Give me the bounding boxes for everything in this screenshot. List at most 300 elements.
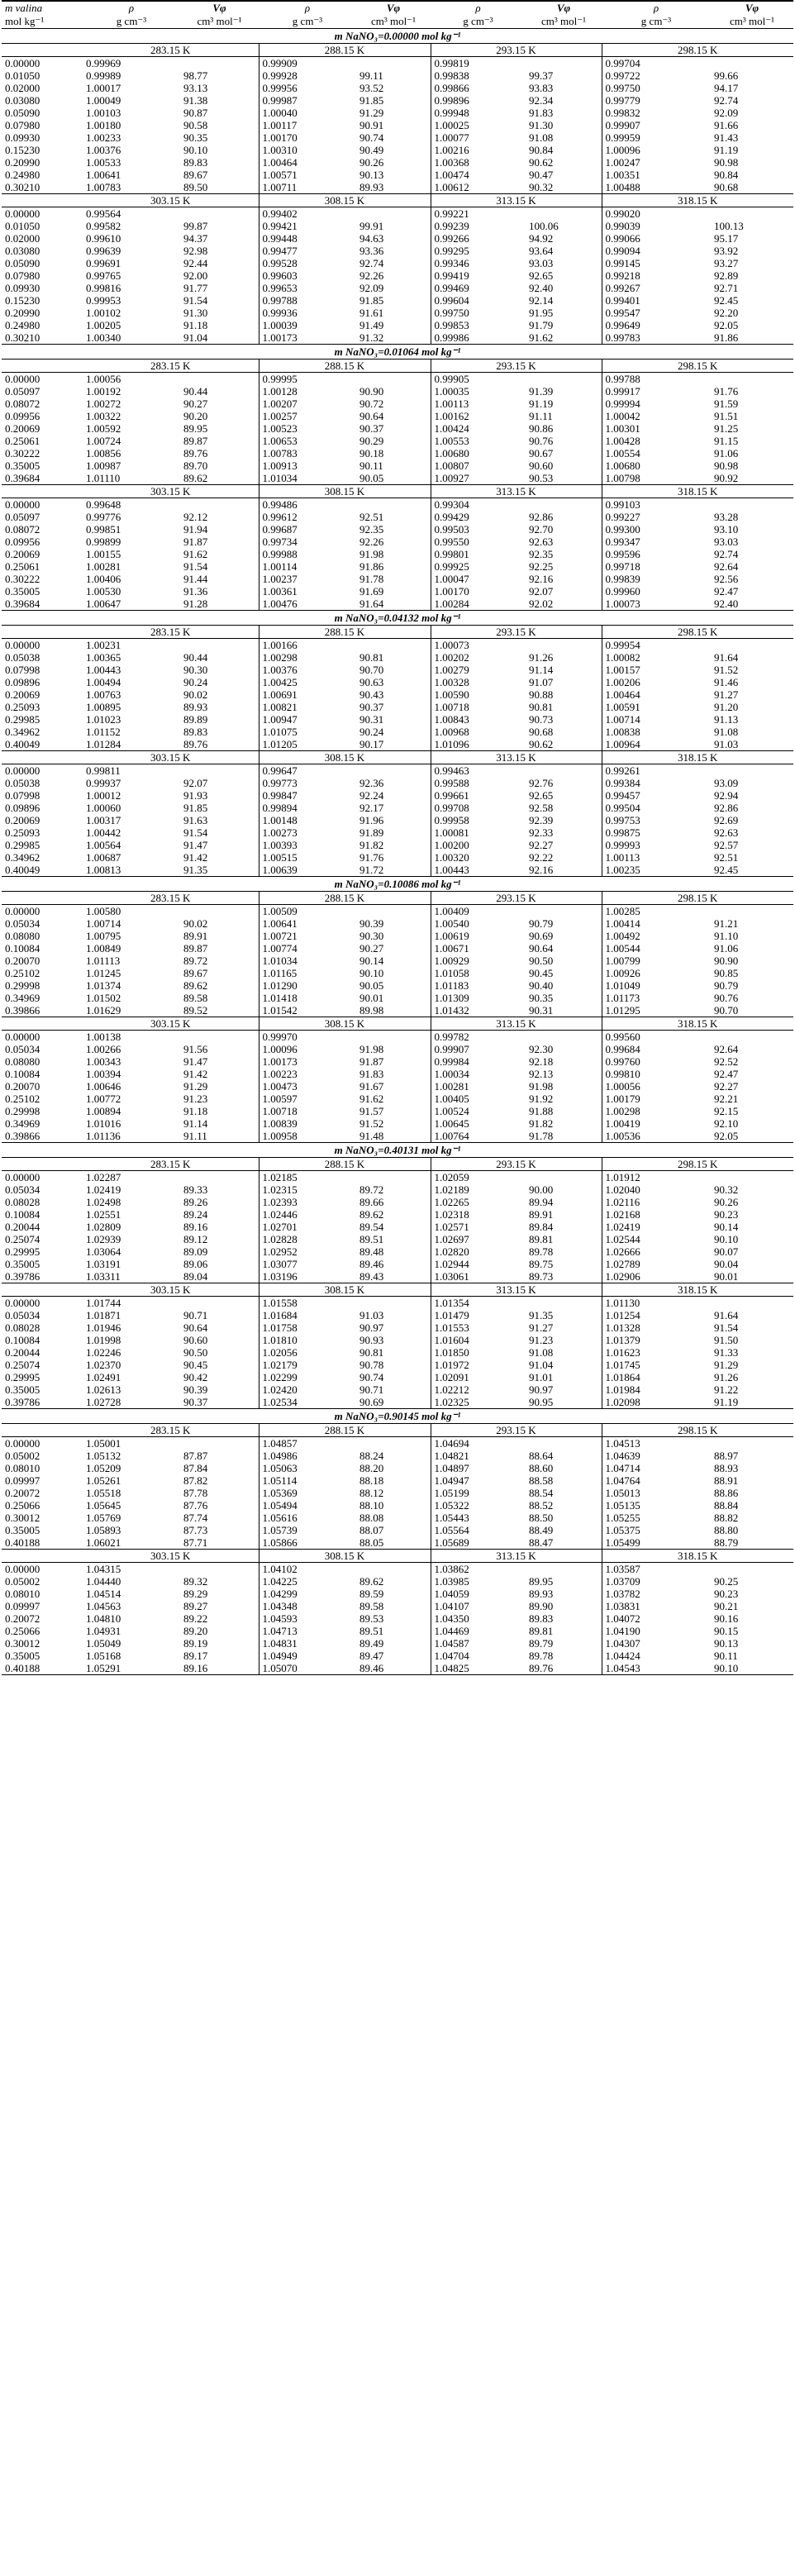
- density-cell: 1.00687: [86, 851, 121, 864]
- density-cell: 1.02534: [259, 1396, 356, 1409]
- apparent-volume-cell: 91.30: [529, 119, 554, 131]
- density-cell: 1.01354: [431, 1297, 526, 1310]
- density-cell: 1.02246: [86, 1346, 121, 1359]
- temperature-label: 303.15 K: [83, 1283, 259, 1297]
- density-cell: 1.02809: [86, 1221, 121, 1233]
- table-row: [2, 1117, 793, 1130]
- apparent-volume-cell: 91.28: [180, 598, 259, 611]
- apparent-volume-cell: 91.19: [711, 1396, 793, 1409]
- apparent-volume-cell: 92.22: [529, 851, 554, 864]
- apparent-volume-cell: 92.12: [183, 511, 208, 523]
- density-cell: 1.00012: [86, 789, 121, 802]
- density-cell: 1.00927: [431, 472, 526, 485]
- apparent-volume-cell: [180, 1437, 259, 1450]
- table-row: [2, 511, 793, 523]
- density-cell: 1.00799: [602, 955, 711, 967]
- density-cell: 1.00285: [602, 905, 711, 918]
- apparent-volume-cell: [180, 373, 259, 386]
- apparent-volume-cell: [526, 207, 602, 221]
- density-cell: 0.99448: [259, 232, 356, 245]
- header-rho: ρ: [602, 1, 711, 15]
- apparent-volume-cell: 93.03: [529, 257, 554, 269]
- temperature-row: [2, 626, 793, 639]
- apparent-volume-cell: 90.37: [359, 422, 384, 435]
- apparent-volume-cell: 88.58: [529, 1474, 554, 1487]
- temperature-row: [2, 485, 793, 498]
- apparent-volume-cell: 88.64: [529, 1450, 554, 1462]
- density-cell: 0.99145: [602, 257, 711, 269]
- apparent-volume-cell: 90.81: [529, 701, 554, 713]
- density-cell: 1.00207: [259, 398, 356, 410]
- apparent-volume-cell: 91.04: [180, 331, 259, 345]
- density-cell: 1.00821: [259, 701, 356, 713]
- density-cell: 1.01871: [86, 1309, 121, 1321]
- table-row: [2, 1130, 793, 1143]
- apparent-volume-cell: 91.35: [529, 1309, 554, 1321]
- apparent-volume-cell: [180, 1563, 259, 1576]
- apparent-volume-cell: 89.06: [183, 1258, 208, 1270]
- density-cell: 1.00474: [431, 169, 526, 181]
- apparent-volume-cell: 93.92: [714, 245, 739, 257]
- apparent-volume-cell: 91.32: [356, 331, 431, 345]
- apparent-volume-cell: 92.18: [529, 1055, 554, 1068]
- apparent-volume-cell: 92.74: [714, 548, 739, 560]
- apparent-volume-cell: 94.63: [359, 232, 384, 245]
- table-row: [2, 1334, 793, 1346]
- temperature-spacer: [2, 485, 83, 498]
- apparent-volume-cell: 89.12: [183, 1233, 208, 1245]
- table-row: [2, 319, 793, 331]
- apparent-volume-cell: 91.29: [359, 107, 384, 119]
- table-row: [2, 1183, 793, 1196]
- density-cell: 0.99503: [431, 523, 526, 536]
- density-cell: 1.02697: [431, 1233, 526, 1245]
- density-cell: 1.00843: [431, 713, 526, 726]
- molality-cell: 0.09997: [5, 1600, 40, 1612]
- apparent-volume-cell: [711, 905, 793, 918]
- density-cell: 1.01016: [86, 1117, 121, 1130]
- density-cell: 1.00464: [259, 156, 356, 169]
- density-cell: 1.00947: [259, 713, 356, 726]
- apparent-volume-cell: 90.62: [529, 156, 554, 169]
- density-cell: 1.02325: [431, 1396, 526, 1409]
- density-cell: 1.00442: [86, 826, 121, 839]
- temperature-label: 293.15 K: [431, 359, 602, 373]
- density-cell: 1.00591: [602, 701, 711, 713]
- molality-cell: 0.20044: [5, 1221, 40, 1233]
- density-cell: 1.00157: [602, 664, 711, 676]
- temperature-label: 318.15 K: [602, 1283, 793, 1297]
- apparent-volume-cell: 89.16: [183, 1221, 208, 1233]
- density-cell: 1.01912: [602, 1171, 711, 1184]
- apparent-volume-cell: 88.84: [714, 1499, 739, 1512]
- table-row: [2, 1309, 793, 1321]
- density-cell: 0.99838: [431, 69, 526, 82]
- density-cell: 0.99959: [602, 131, 711, 144]
- density-cell: 1.05209: [86, 1462, 121, 1474]
- density-cell: 0.99989: [86, 69, 121, 82]
- apparent-volume-cell: 92.14: [529, 294, 554, 307]
- apparent-volume-cell: [526, 1297, 602, 1310]
- apparent-volume-cell: 91.47: [183, 1055, 208, 1068]
- density-cell: 1.02544: [602, 1233, 711, 1245]
- table-row: [2, 472, 793, 485]
- temperature-label: 298.15 K: [602, 1424, 793, 1437]
- table-row: [2, 560, 793, 573]
- density-cell: 1.00856: [86, 447, 121, 459]
- apparent-volume-cell: [356, 1171, 431, 1184]
- table-row: [2, 1662, 793, 1675]
- molality-cell: 0.01050: [5, 69, 40, 82]
- molality-cell: 0.05038: [5, 777, 40, 789]
- density-cell: 1.00114: [259, 560, 356, 573]
- apparent-volume-cell: 89.20: [183, 1625, 208, 1637]
- density-cell: 0.99909: [259, 57, 356, 70]
- apparent-volume-cell: 92.33: [529, 826, 554, 839]
- header-v: Vφ: [356, 1, 431, 15]
- molality-cell: 0.34969: [5, 992, 40, 1004]
- apparent-volume-cell: 91.27: [714, 688, 739, 701]
- apparent-volume-cell: 89.87: [183, 435, 208, 447]
- apparent-volume-cell: 92.34: [529, 94, 554, 107]
- density-cell: 1.00798: [602, 472, 711, 485]
- molality-cell: 0.03080: [5, 245, 40, 257]
- apparent-volume-cell: 89.76: [183, 447, 208, 459]
- section-title: m NaNO₃=0.01064 mol kg⁻¹: [2, 345, 793, 359]
- apparent-volume-cell: 89.84: [529, 1221, 554, 1233]
- temperature-label: 318.15 K: [602, 1017, 793, 1031]
- density-cell: 1.00926: [602, 967, 711, 979]
- density-cell: 1.01374: [86, 979, 121, 992]
- apparent-volume-cell: 90.11: [359, 459, 383, 472]
- apparent-volume-cell: 89.62: [180, 472, 259, 485]
- density-cell: 1.00077: [431, 131, 526, 144]
- table-row: [2, 1396, 793, 1409]
- apparent-volume-cell: 90.30: [183, 664, 208, 676]
- density-cell: 1.00524: [431, 1105, 526, 1117]
- molality-cell: 0.30012: [5, 1637, 40, 1650]
- density-cell: 1.00301: [602, 422, 711, 435]
- density-cell: 0.99765: [86, 269, 121, 282]
- table-row: [2, 232, 793, 245]
- density-cell: 0.99936: [259, 307, 356, 319]
- header-rho-unit: g cm⁻³: [83, 15, 180, 29]
- density-cell: 0.99987: [259, 94, 356, 107]
- section-header-row: [2, 611, 793, 626]
- molality-cell: 0.10084: [5, 942, 40, 955]
- molality-cell: 0.09930: [5, 131, 40, 144]
- apparent-volume-cell: 91.46: [714, 676, 739, 688]
- apparent-volume-cell: 90.15: [714, 1625, 739, 1637]
- density-cell: 0.99039: [602, 220, 711, 232]
- apparent-volume-cell: 92.52: [714, 1055, 739, 1068]
- apparent-volume-cell: 89.48: [359, 1245, 384, 1258]
- apparent-volume-cell: 90.79: [529, 917, 554, 930]
- density-cell: 1.00376: [259, 664, 356, 676]
- table-row: [2, 269, 793, 282]
- apparent-volume-cell: 88.86: [714, 1487, 739, 1499]
- apparent-volume-cell: 90.74: [359, 131, 384, 144]
- density-cell: 1.04587: [431, 1637, 526, 1650]
- density-cell: 1.02828: [259, 1233, 356, 1245]
- density-cell: 1.01553: [431, 1321, 526, 1334]
- apparent-volume-cell: 89.53: [359, 1612, 384, 1625]
- table-row: [2, 220, 793, 232]
- table-row: [2, 1171, 793, 1184]
- density-cell: 1.00231: [86, 638, 121, 651]
- apparent-volume-cell: 89.09: [183, 1245, 208, 1258]
- density-cell: 0.99528: [259, 257, 356, 269]
- apparent-volume-cell: 91.82: [359, 839, 384, 851]
- density-cell: 1.00060: [86, 802, 121, 814]
- apparent-volume-cell: 89.26: [183, 1196, 208, 1208]
- apparent-volume-cell: 90.07: [714, 1245, 739, 1258]
- apparent-volume-cell: 90.35: [529, 992, 554, 1004]
- apparent-volume-cell: 91.13: [714, 713, 739, 726]
- apparent-volume-cell: 90.00: [529, 1183, 554, 1196]
- apparent-volume-cell: 89.51: [359, 1625, 384, 1637]
- density-cell: 1.05261: [86, 1474, 121, 1487]
- density-cell: 1.04949: [259, 1650, 356, 1662]
- table-row: [2, 459, 793, 472]
- density-cell: 0.99547: [602, 307, 711, 319]
- apparent-volume-cell: 92.20: [714, 307, 739, 319]
- density-cell: 1.04107: [431, 1600, 526, 1612]
- section-header-row: [2, 1143, 793, 1158]
- molality-cell: 0.20072: [5, 1612, 40, 1625]
- density-cell: 1.05866: [259, 1536, 356, 1550]
- density-cell: 1.05013: [602, 1487, 711, 1499]
- molality-cell: 0.20070: [5, 955, 40, 967]
- apparent-volume-cell: 90.44: [183, 385, 208, 398]
- apparent-volume-cell: 89.93: [183, 701, 208, 713]
- table-row: [2, 422, 793, 435]
- apparent-volume-cell: 89.83: [183, 726, 208, 738]
- apparent-volume-cell: 92.30: [529, 1043, 554, 1055]
- density-cell: 0.99753: [602, 814, 711, 826]
- apparent-volume-cell: 90.14: [359, 955, 384, 967]
- apparent-volume-cell: 93.09: [714, 777, 739, 789]
- density-cell: 1.00040: [259, 107, 356, 119]
- density-cell: 1.00247: [602, 156, 711, 169]
- density-cell: 1.03196: [259, 1270, 356, 1283]
- density-cell: 0.99550: [431, 536, 526, 548]
- density-cell: 1.04563: [86, 1600, 121, 1612]
- temperature-label: 318.15 K: [602, 751, 793, 764]
- apparent-volume-cell: 90.01: [711, 1270, 793, 1283]
- apparent-volume-cell: 91.26: [714, 1371, 739, 1383]
- density-cell: 1.02315: [259, 1183, 356, 1196]
- apparent-volume-cell: 91.62: [359, 1093, 384, 1105]
- density-cell: 1.03064: [86, 1245, 121, 1258]
- density-cell: 0.99421: [259, 220, 356, 232]
- header-m-unit: mol kg⁻¹: [2, 15, 83, 29]
- density-cell: 1.02116: [602, 1196, 711, 1208]
- apparent-volume-cell: [711, 373, 793, 386]
- molality-cell: 0.20072: [5, 1487, 40, 1499]
- density-cell: 1.05443: [431, 1512, 526, 1524]
- temperature-spacer: [2, 44, 83, 57]
- apparent-volume-cell: 90.73: [529, 713, 554, 726]
- density-cell: 0.99704: [602, 57, 711, 70]
- molality-cell: 0.05090: [5, 107, 40, 119]
- apparent-volume-cell: 92.26: [359, 536, 384, 548]
- apparent-volume-cell: 92.74: [714, 94, 739, 107]
- density-cell: 1.00795: [86, 930, 121, 942]
- density-cell: 1.00056: [86, 372, 121, 385]
- apparent-volume-cell: 91.51: [714, 410, 739, 422]
- apparent-volume-cell: 90.67: [529, 447, 554, 459]
- density-cell: 1.02728: [83, 1396, 180, 1409]
- temperature-label: 303.15 K: [83, 194, 259, 207]
- density-cell: 1.00964: [602, 738, 711, 751]
- density-cell: 1.00929: [431, 955, 526, 967]
- density-cell: 1.04857: [259, 1437, 356, 1450]
- section-header-row: [2, 29, 793, 44]
- density-cell: 0.99851: [86, 523, 121, 536]
- temperature-spacer: [2, 1017, 83, 1031]
- molality-cell: 0.07998: [5, 664, 40, 676]
- apparent-volume-cell: 90.31: [359, 713, 384, 726]
- molality-cell: 0.29998: [5, 1105, 40, 1117]
- molality-cell: 0.25061: [5, 560, 40, 573]
- density-cell: 0.99894: [259, 802, 356, 814]
- apparent-volume-cell: 90.87: [183, 107, 208, 119]
- density-cell: 1.00425: [259, 676, 356, 688]
- density-cell: 1.04513: [602, 1437, 711, 1450]
- apparent-volume-cell: 92.05: [714, 319, 739, 331]
- apparent-volume-cell: 89.72: [183, 955, 208, 967]
- apparent-volume-cell: 91.42: [183, 851, 208, 864]
- apparent-volume-cell: 92.70: [529, 523, 554, 536]
- table-row: [2, 1437, 793, 1450]
- apparent-volume-cell: 91.98: [529, 1080, 554, 1093]
- density-cell: 0.99384: [602, 777, 711, 789]
- apparent-volume-cell: [711, 498, 793, 512]
- density-cell: 1.00272: [86, 398, 121, 410]
- table-row: [2, 257, 793, 269]
- apparent-volume-cell: 90.69: [529, 930, 554, 942]
- density-cell: 1.00273: [259, 826, 356, 839]
- molality-cell: 0.30222: [5, 447, 40, 459]
- density-cell: 1.00180: [86, 119, 121, 131]
- apparent-volume-cell: 91.23: [183, 1093, 208, 1105]
- apparent-volume-cell: 89.93: [356, 181, 431, 194]
- table-row: [2, 1321, 793, 1334]
- molality-cell: 0.34962: [5, 851, 40, 864]
- molality-cell: 0.39866: [2, 1130, 83, 1143]
- apparent-volume-cell: 91.78: [526, 1130, 602, 1143]
- table-row: [2, 207, 793, 221]
- density-cell: 1.01034: [259, 472, 356, 485]
- apparent-volume-cell: 91.18: [183, 319, 208, 331]
- molality-cell: 0.35005: [5, 1383, 40, 1396]
- apparent-volume-cell: 100.06: [529, 220, 559, 232]
- apparent-volume-cell: [356, 639, 431, 652]
- apparent-volume-cell: 90.10: [711, 1662, 793, 1675]
- density-cell: 1.01284: [83, 738, 180, 751]
- density-cell: 1.00653: [259, 435, 356, 447]
- density-cell: 1.00102: [86, 307, 121, 319]
- table-row: [2, 398, 793, 410]
- density-cell: 1.00113: [431, 398, 526, 410]
- density-cell: 1.04821: [431, 1450, 526, 1462]
- density-cell: 1.00619: [431, 930, 526, 942]
- apparent-volume-cell: 91.14: [183, 1117, 208, 1130]
- density-cell: 1.04810: [86, 1612, 121, 1625]
- apparent-volume-cell: 89.76: [180, 738, 259, 751]
- density-cell: 0.99776: [86, 511, 121, 523]
- apparent-volume-cell: [526, 373, 602, 386]
- density-cell: 1.02370: [86, 1359, 121, 1371]
- density-cell: 1.00680: [602, 459, 711, 472]
- table-row: [2, 1233, 793, 1245]
- density-cell: 1.05291: [83, 1662, 180, 1675]
- apparent-volume-cell: 89.33: [183, 1183, 208, 1196]
- density-cell: 1.03709: [602, 1575, 711, 1588]
- density-cell: 1.00073: [602, 598, 711, 611]
- density-cell: 1.00839: [259, 1117, 356, 1130]
- apparent-volume-cell: [356, 764, 431, 778]
- molality-cell: 0.10084: [5, 1334, 40, 1346]
- temperature-row: [2, 194, 793, 207]
- temperature-row: [2, 359, 793, 373]
- apparent-volume-cell: 90.25: [714, 1575, 739, 1588]
- apparent-volume-cell: 93.27: [714, 257, 739, 269]
- apparent-volume-cell: 91.86: [359, 560, 384, 573]
- density-cell: 0.99610: [86, 232, 121, 245]
- apparent-volume-cell: 92.56: [714, 573, 739, 585]
- table-row: [2, 1600, 793, 1612]
- apparent-volume-cell: 91.54: [183, 826, 208, 839]
- density-cell: 1.02446: [259, 1208, 356, 1221]
- density-cell: 1.02939: [86, 1233, 121, 1245]
- temperature-label: 298.15 K: [602, 892, 793, 905]
- apparent-volume-cell: 92.40: [529, 282, 554, 294]
- table-row: [2, 1270, 793, 1283]
- apparent-volume-cell: 89.58: [359, 1600, 384, 1612]
- density-cell: 1.00096: [602, 144, 711, 156]
- table-row: [2, 1499, 793, 1512]
- density-cell: 1.00540: [431, 917, 526, 930]
- apparent-volume-cell: 90.97: [359, 1321, 384, 1334]
- density-cell: 1.05063: [259, 1462, 356, 1474]
- apparent-volume-cell: 88.24: [359, 1450, 384, 1462]
- apparent-volume-cell: 89.19: [183, 1637, 208, 1650]
- density-cell: 0.99907: [431, 1043, 526, 1055]
- apparent-volume-cell: 90.49: [359, 144, 384, 156]
- density-cell: 1.00281: [86, 560, 121, 573]
- apparent-volume-cell: 90.68: [711, 181, 793, 194]
- density-cell: 0.99419: [431, 269, 526, 282]
- section-header-row: [2, 345, 793, 359]
- density-cell: 1.00257: [259, 410, 356, 422]
- density-cell: 1.00166: [259, 639, 356, 652]
- molality-cell: 0.08028: [5, 1196, 40, 1208]
- density-cell: 1.00393: [259, 839, 356, 851]
- apparent-volume-cell: 88.18: [359, 1474, 384, 1487]
- table-row: [2, 1536, 793, 1550]
- molality-cell: 0.05097: [5, 511, 40, 523]
- apparent-volume-cell: 91.10: [714, 930, 739, 942]
- apparent-volume-cell: 100.13: [714, 220, 744, 232]
- density-cell: 1.04059: [431, 1588, 526, 1600]
- table-row: [2, 523, 793, 536]
- density-cell: 1.01183: [431, 979, 526, 992]
- header-rho: ρ: [431, 1, 526, 15]
- density-cell: 0.99953: [86, 294, 121, 307]
- table-row: [2, 826, 793, 839]
